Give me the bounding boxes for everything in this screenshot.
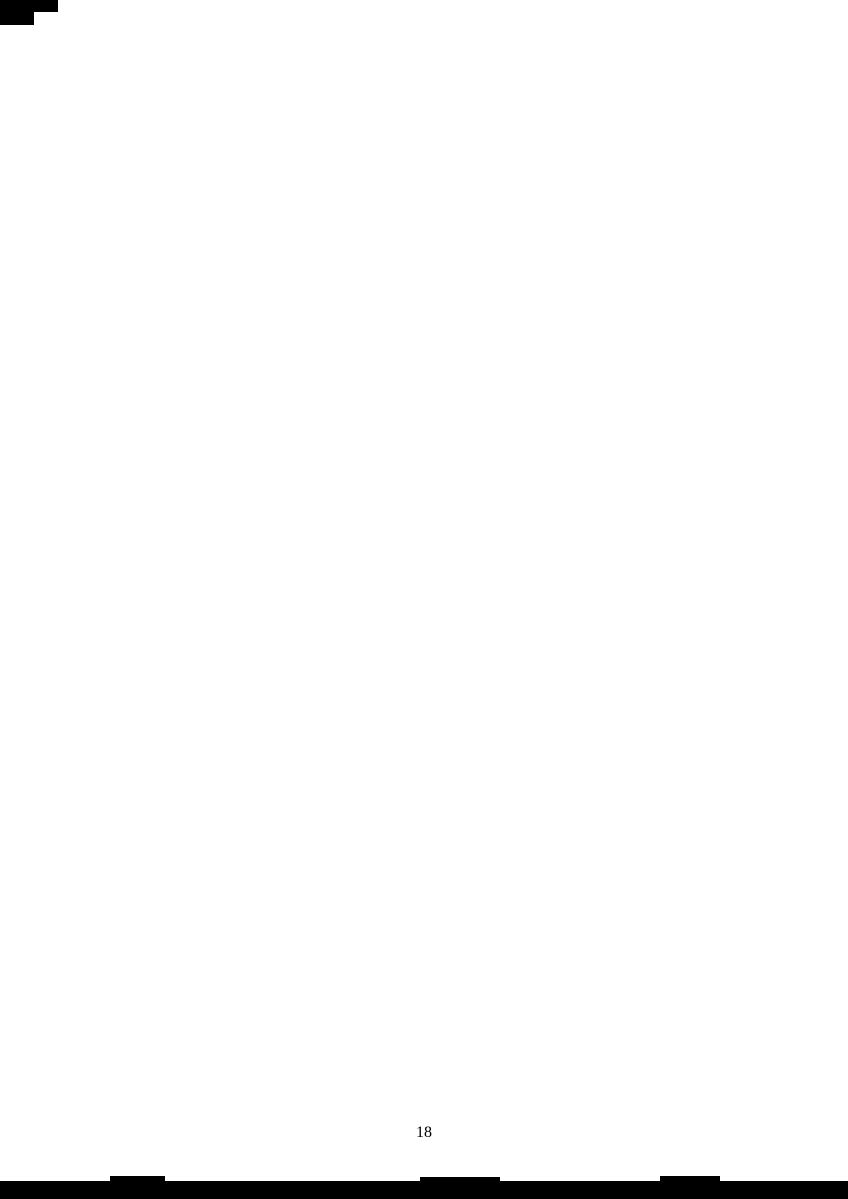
scan-artifact-top	[0, 0, 58, 12]
scan-artifact-top	[0, 12, 34, 25]
page-number: 18	[416, 1124, 432, 1141]
scan-artifact-bottom	[0, 1181, 848, 1199]
